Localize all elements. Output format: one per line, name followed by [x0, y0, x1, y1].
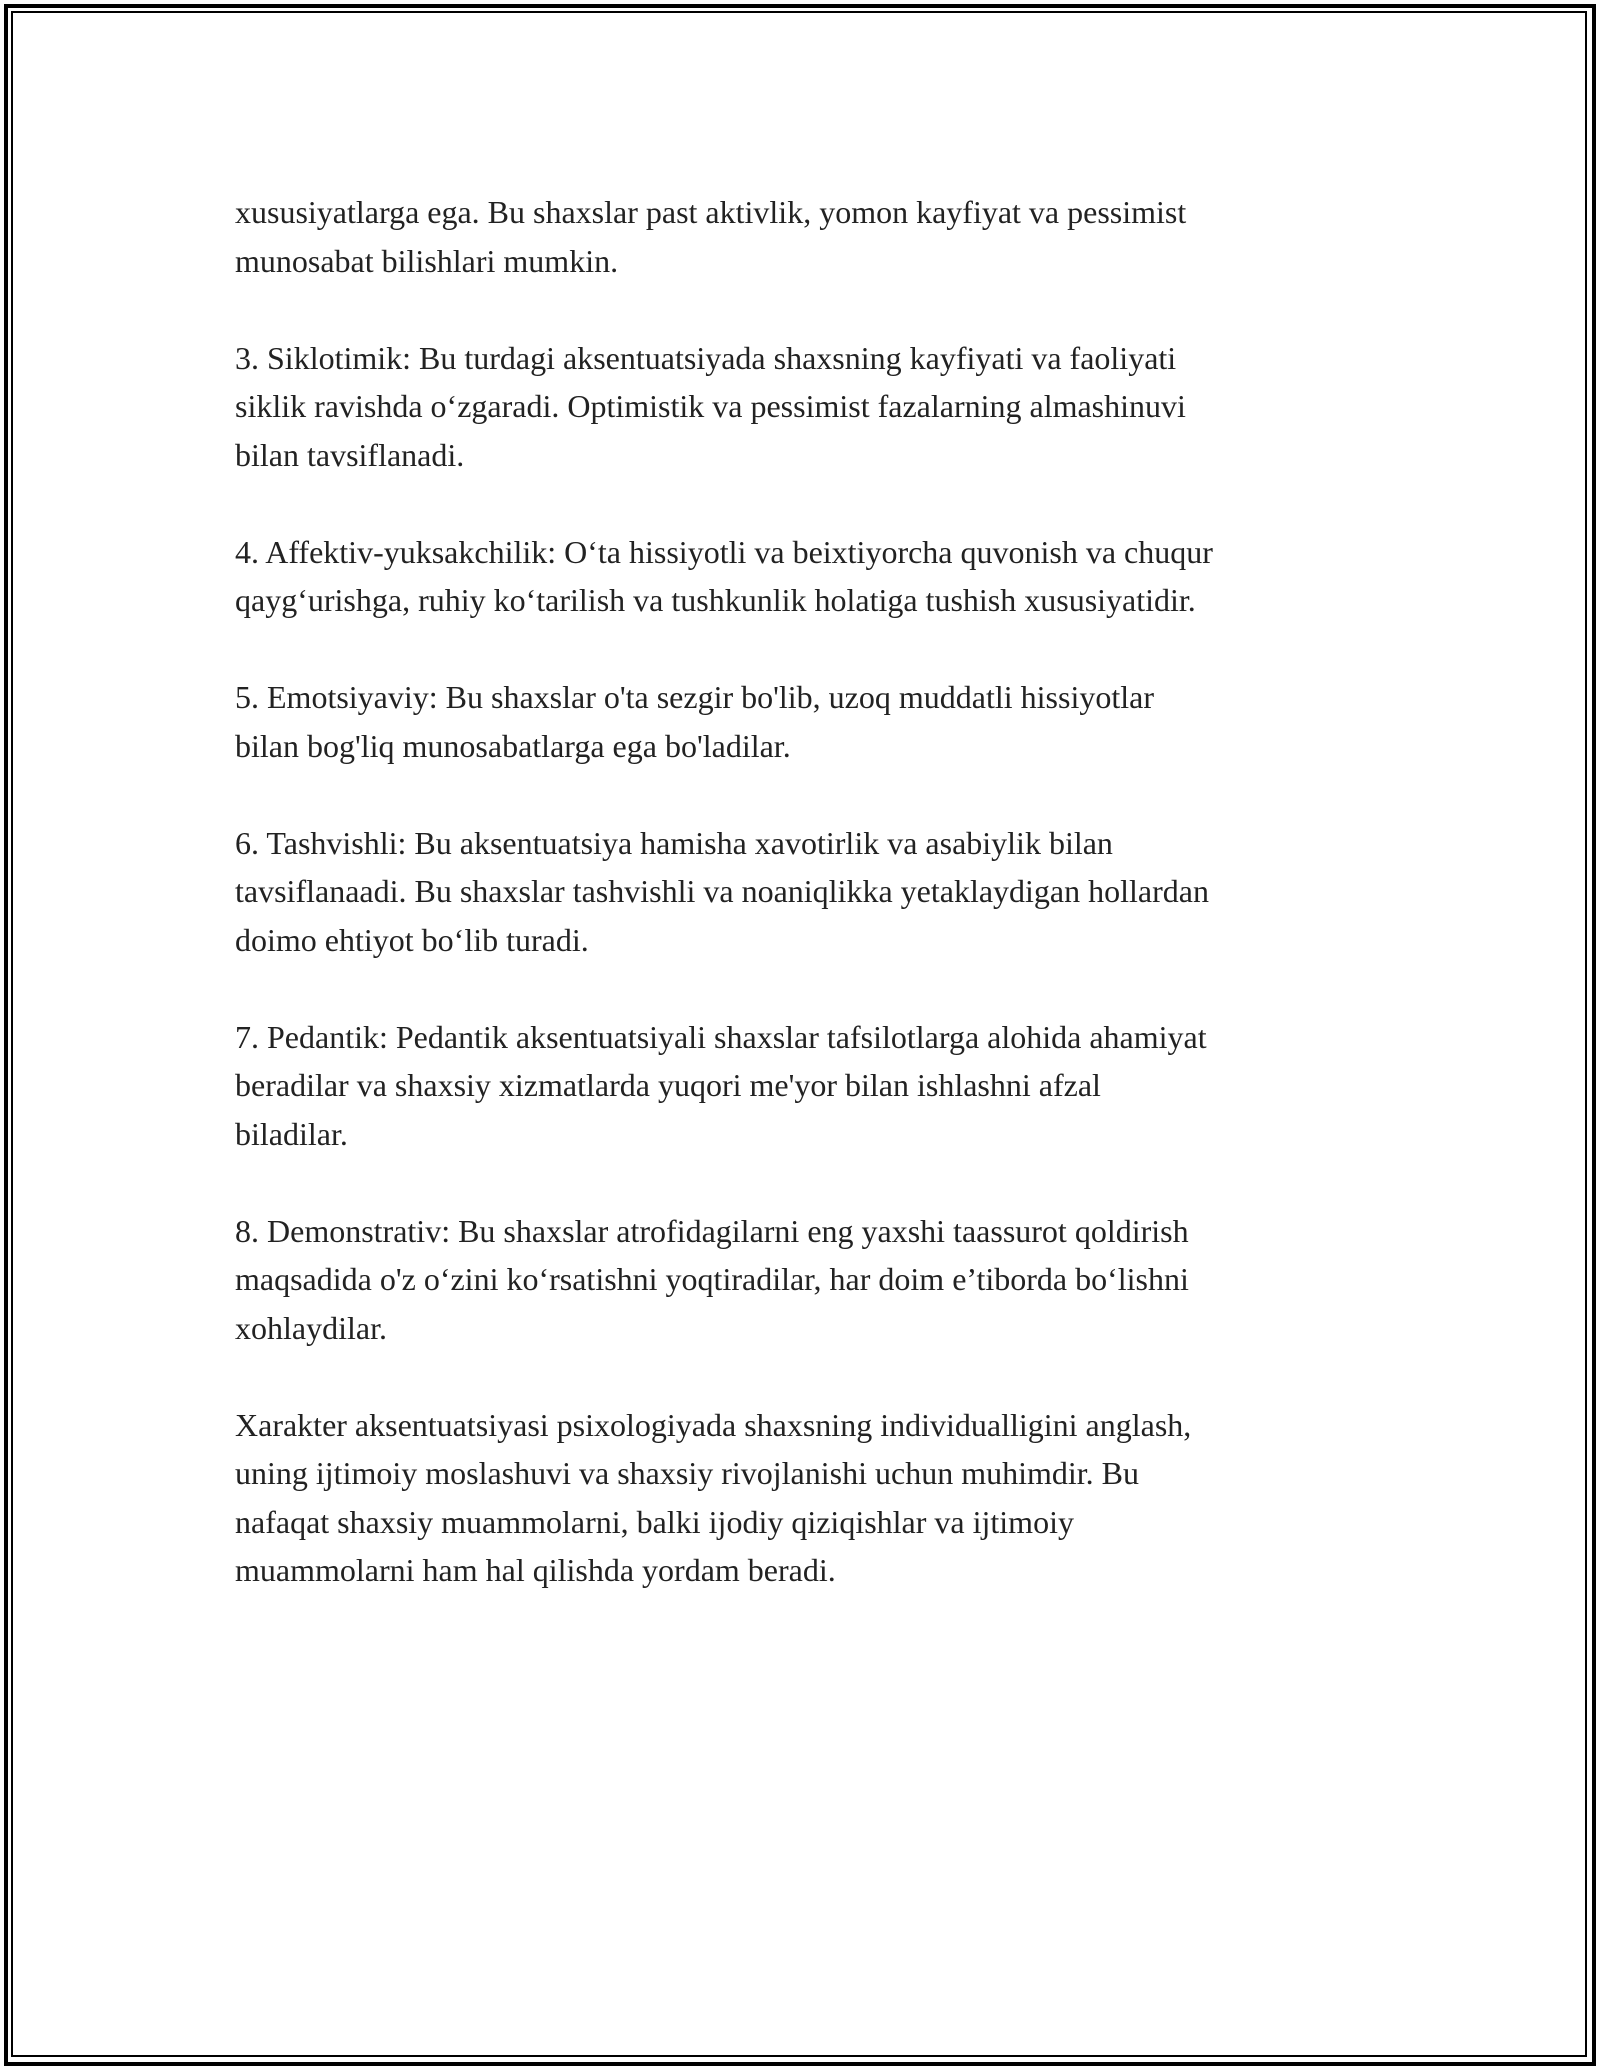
paragraph-siklotimik: 3. Siklotimik: Bu turdagi aksentuatsiyada shaxsning kayfiyati va faoliyati siklik ravishda o‘zgaradi. Optimistik va pessimist fazalarning almashinuvi bilan tavsiflanadi.: [235, 339, 1186, 473]
paragraph-continuation: xususiyatlarga ega. Bu shaxslar past aktivlik, yomon kayfiyat va pessimist munosabat bilishlari mumkin.: [235, 194, 1187, 279]
paragraph-affektiv-yuksakchilik: 4. Affektiv-yuksakchilik: O‘ta hissiyotli va beixtiyorcha quvonish va chuqur qayg‘urishga, ruhiy ko‘tarilish va tushkunlik holatiga tushish xususiyatidir.: [235, 533, 1213, 618]
paragraph-pedantik: 7. Pedantik: Pedantik aksentuatsiyali shaxslar tafsilotlarga alohida ahamiyat beradilar va shaxsiy xizmatlarda yuqori me'yor bilan ishlashni afzal biladilar.: [235, 1018, 1207, 1152]
paragraph-emotsiyaviy: 5. Emotsiyaviy: Bu shaxslar o'ta sezgir bo'lib, uzoq muddatli hissiyotlar bilan bog'liq munosabatlarga ega bo'ladilar.: [235, 679, 1154, 764]
paragraph-tashvishli: 6. Tashvishli: Bu aksentuatsiya hamisha xavotirlik va asabiylik bilan tavsiflanaadi. Bu shaxslar tashvishli va noaniqlikka yetaklaydigan hollardan doimo ehtiyot bo‘lib turadi.: [235, 824, 1209, 958]
paragraph-demonstrativ: 8. Demonstrativ: Bu shaxslar atrofidagilarni eng yaxshi taassurot qoldirish maqsadida o'z o‘zini ko‘rsatishni yoqtiradilar, har doim e’tiborda bo‘lishni xohlaydilar.: [235, 1212, 1189, 1346]
paragraph-conclusion: Xarakter aksentuatsiyasi psixologiyada shaxsning individualligini anglash, uning ijtimoiy moslashuvi va shaxsiy rivojlanishi uchun muhimdir. Bu nafaqat shaxsiy muammolarni, balki ijodiy qiziqishlar va ijtimoiy muammolarni ham hal qilishda yordam beradi.: [235, 1406, 1192, 1588]
document-body: [235, 188, 1395, 1595]
